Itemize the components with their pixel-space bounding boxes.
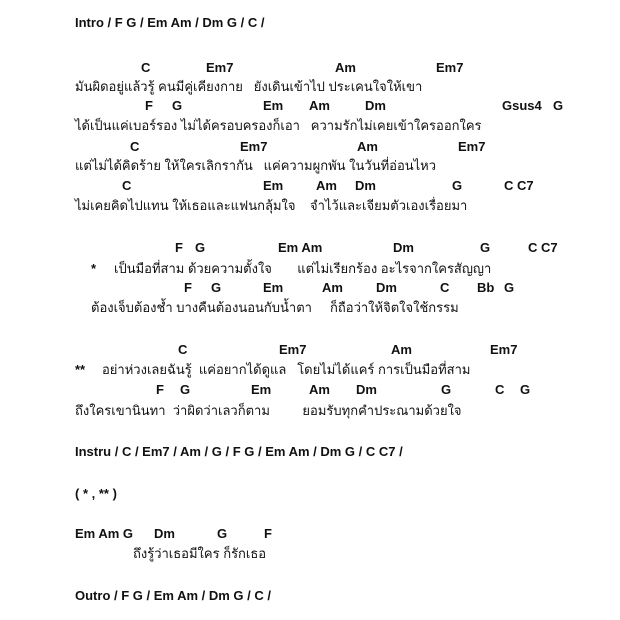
chord-em7: Em7	[436, 60, 464, 75]
chord-g: G	[195, 240, 206, 255]
lyric-line: ต้องเจ็บต้องช้ำ บางคืนต้องนอนกับน้ำตา ก็ถือว่าให้จิตใจใช้กรรม	[91, 300, 459, 315]
chord-dm: Dm	[365, 98, 386, 113]
chord-em: Em	[263, 280, 284, 295]
chord-f: F	[184, 280, 192, 295]
chord-c: C	[130, 139, 140, 154]
chord-f: F	[145, 98, 153, 113]
chord-c: C	[141, 60, 151, 75]
lyric-line: อย่าห่วงเลยฉันรู้ แค่อยากได้ดูแล โดยไม่ได้แคร์ การเป็นมือที่สาม	[102, 362, 471, 377]
chord-g: G	[172, 98, 183, 113]
intro-line: Intro / F G / Em Am / Dm G / C /	[75, 15, 265, 30]
chord-gsus4: Gsus4	[502, 98, 542, 113]
chord-dm: Dm	[393, 240, 414, 255]
chord-am: Am	[316, 178, 337, 193]
chord-am: Am	[391, 342, 412, 357]
instru-line: Instru / C / Em7 / Am / G / F G / Em Am / Dm G / C C7 /	[75, 444, 403, 459]
chord-bb: Bb	[477, 280, 495, 295]
chord-g: G	[441, 382, 452, 397]
chord-f: F	[264, 526, 272, 541]
outro-line: Outro / F G / Em Am / Dm G / C /	[75, 588, 271, 603]
chord-em-am-g: Em Am G	[75, 526, 134, 541]
chord-g: G	[504, 280, 515, 295]
lyric-line: เป็นมือที่สาม ด้วยความตั้งใจ แต่ไม่เรียกร้อง อะไรจากใครสัญญา	[114, 261, 492, 276]
chord-dm: Dm	[355, 178, 376, 193]
chord-em7: Em7	[458, 139, 486, 154]
chord-c: C	[440, 280, 450, 295]
chord-c: C	[495, 382, 505, 397]
lyric-line: ไม่เคยคิดไปแทน ให้เธอและแฟนกลุ้มใจ จำไว้และเจียมตัวเองเรื่อยมา	[75, 198, 468, 213]
chord-dm: Dm	[154, 526, 175, 541]
chord-c: C	[504, 178, 514, 193]
chord-am: Am	[309, 98, 330, 113]
chord-am: Am	[357, 139, 378, 154]
chord-g: G	[480, 240, 491, 255]
chord-em: Em	[251, 382, 272, 397]
lyric-line: ได้เป็นแค่เบอร์รอง ไม่ได้ครอบครองก็เอา ความรักไม่เคยเข้าใครออกใคร	[75, 118, 482, 133]
section-marker-star: *	[91, 261, 97, 276]
chord-em7: Em7	[206, 60, 234, 75]
chord-g: G	[180, 382, 191, 397]
chord-g: G	[211, 280, 222, 295]
chord-am: Am	[309, 382, 330, 397]
chord-am: Am	[335, 60, 356, 75]
chord-em: Em	[263, 178, 284, 193]
chord-em7: Em7	[279, 342, 307, 357]
chord-em-am: Em Am	[278, 240, 323, 255]
chord-g: G	[553, 98, 564, 113]
lyric-line: ถึงใครเขานินทา ว่าผิดว่าเลวก็ตาม ยอมรับทุกคำประณามด้วยใจ	[75, 403, 462, 418]
chord-g: G	[520, 382, 531, 397]
lyric-line: แต่ไม่ได้คิดร้าย ให้ใครเลิกรากัน แค่ความผูกพัน ในวันที่อ่อนไหว	[75, 158, 437, 173]
chord-dm: Dm	[356, 382, 377, 397]
lyric-line: มันผิดอยู่แล้วรู้ คนมีคู่เคียงกาย ยังเดินเข้าไป ประเคนใจให้เขา	[75, 79, 423, 94]
chord-dm: Dm	[376, 280, 397, 295]
chord-am: Am	[322, 280, 343, 295]
chord-em7: Em7	[240, 139, 268, 154]
chord-em: Em	[263, 98, 284, 113]
section-marker-double-star: **	[75, 362, 86, 377]
chord-c: C	[122, 178, 132, 193]
chord-g: G	[452, 178, 463, 193]
chord-f: F	[156, 382, 164, 397]
chord-g: G	[217, 526, 228, 541]
chord-c-c7: C C7	[528, 240, 558, 255]
chord-c7: C7	[517, 178, 534, 193]
chord-f: F	[175, 240, 183, 255]
lyric-line: ถึงรู้ว่าเธอมีใคร ก็รักเธอ	[133, 546, 267, 561]
chord-em7: Em7	[490, 342, 518, 357]
chord-c: C	[178, 342, 188, 357]
repeat-line: ( * , ** )	[75, 486, 117, 501]
